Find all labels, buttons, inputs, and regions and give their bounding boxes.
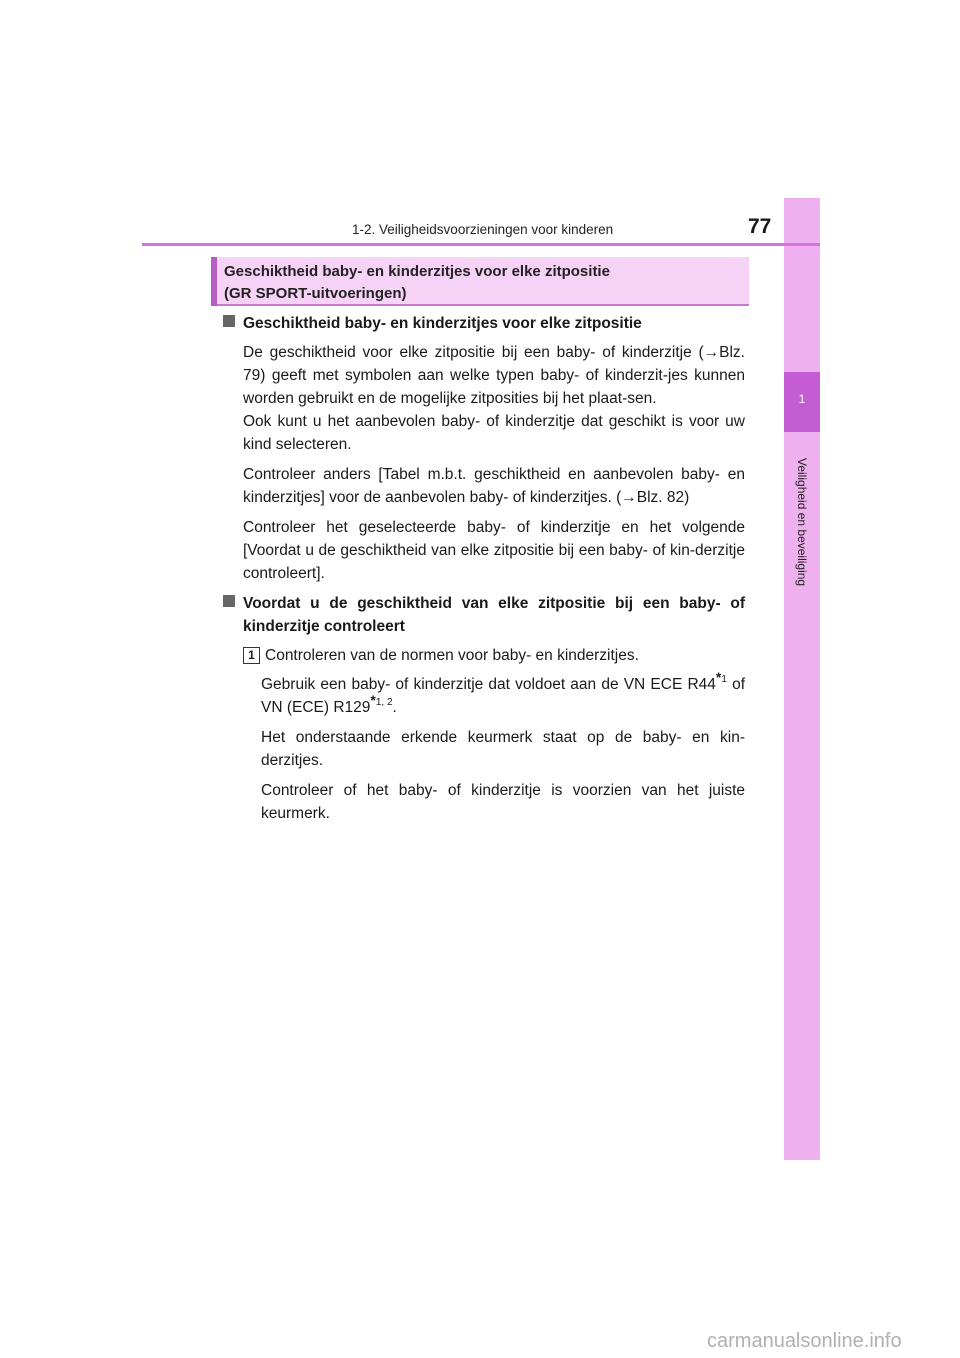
text-fragment: of VN (ECE) R129 (261, 676, 745, 716)
text-fragment: . (392, 699, 397, 716)
square-bullet-icon (223, 315, 235, 327)
header-rule (142, 243, 820, 246)
section-title-accent (211, 257, 217, 306)
footnote-star: * (370, 692, 376, 708)
footnote-ref: 1, 2 (375, 697, 393, 708)
footnote-star: * (715, 669, 722, 685)
paragraph: Ook kunt u het aanbevolen baby- of kinderzitje dat geschikt is voor uw kind selecteren. (243, 413, 745, 453)
subheading (221, 312, 745, 335)
section-title-line2: (GR SPORT-uitvoeringen) (224, 285, 407, 302)
subheading (221, 592, 745, 638)
chapter-number: 1 (798, 392, 806, 406)
square-bullet-icon (223, 595, 235, 607)
section-title (224, 261, 744, 305)
running-header: 1-2. Veiligheidsvoorzieningen voor kinderen (352, 222, 614, 237)
chapter-side-tab (784, 198, 820, 1160)
step-item (221, 644, 745, 667)
paragraph (221, 669, 745, 719)
paragraph: De geschiktheid voor elke zitpositie bij een baby- of kinderzitje (→Blz. 79) geeft met symbolen aan welke typen baby- of kinderzit-jes kunnen worden gebruikt en de mogelijke zitposities bij het plaat-sen. (243, 344, 745, 407)
text-fragment: Gebruik een baby- of kinderzitje dat voldoet aan de VN ECE R44 (261, 676, 716, 693)
page-number: 77 (748, 215, 772, 238)
paragraph: Controleer of het baby- of kinderzitje is voorzien van het juiste keurmerk. (261, 782, 745, 822)
watermark: carmanualsonline.info (707, 1330, 902, 1352)
subheading-text: Geschiktheid baby- en kinderzitjes voor elke zitpositie (243, 315, 642, 332)
section-title-line1: Geschiktheid baby- en kinderzitjes voor elke zitpositie (224, 263, 610, 280)
paragraph: Het onderstaande erkende keurmerk staat op de baby- en kin-derzitjes. (261, 729, 745, 769)
footnote-ref: 1 (721, 674, 727, 685)
step-text: Controleren van de normen voor baby- en kinderzitjes. (265, 647, 639, 664)
chapter-label: Veiligheid en beveiliging (795, 458, 809, 587)
paragraph: Controleer anders [Tabel m.b.t. geschiktheid en aanbevolen baby- en kinderzitjes] voor de aanbevolen baby- of kinderzitjes. (→Blz. 82) (243, 466, 745, 506)
paragraph: Controleer het geselecteerde baby- of kinderzitje en het volgende [Voordat u de geschiktheid van elke zitpositie bij een baby- of kin-derzitje controleert]. (243, 519, 745, 582)
step-number: 1 (243, 647, 260, 664)
body-content (221, 312, 745, 832)
subheading-text: Voordat u de geschiktheid van elke zitpositie bij een baby- of kinderzitje controleert (243, 595, 745, 635)
